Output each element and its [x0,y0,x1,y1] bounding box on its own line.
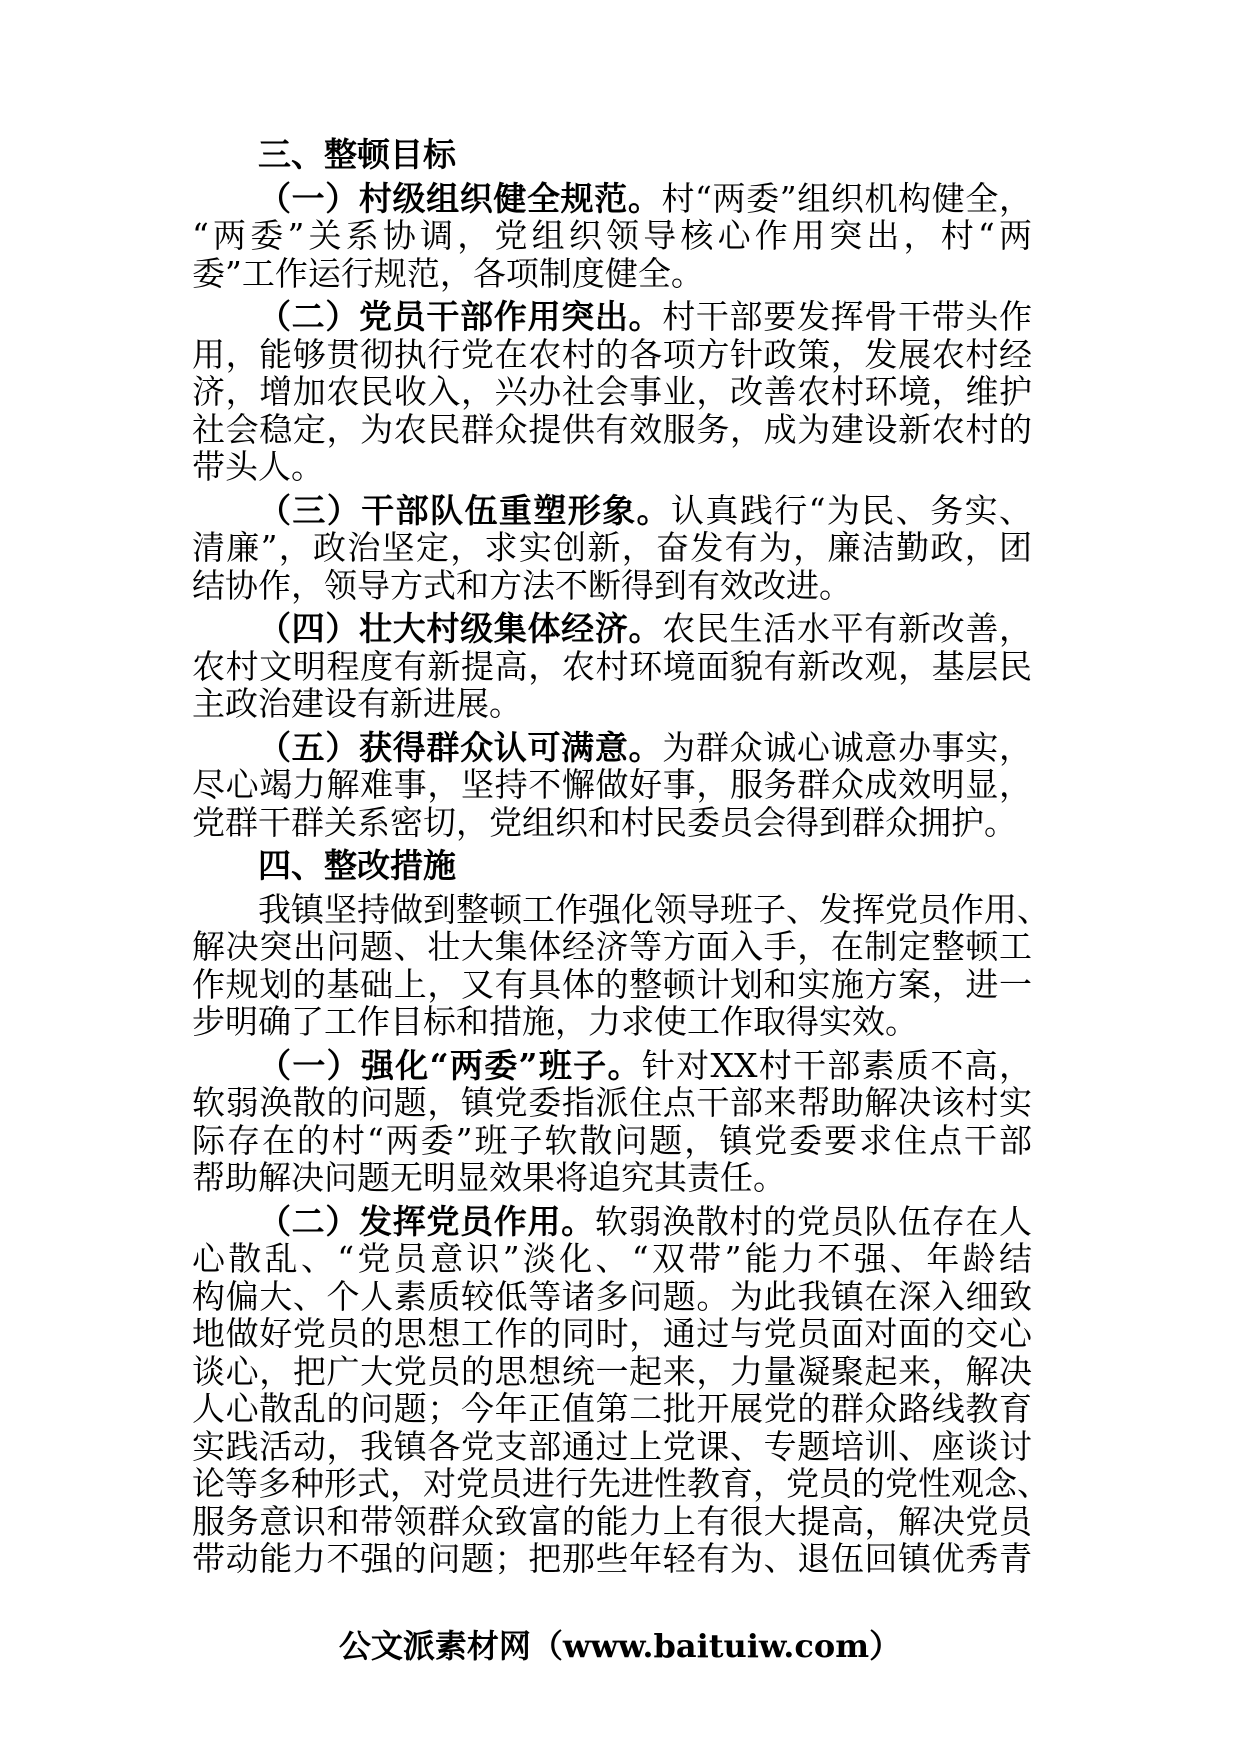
paragraph [192,1047,1032,1197]
text-line [192,298,1032,336]
text-line: 农村文明程度有新提高，农村环境面貌有新改观，基层民 [192,646,1032,686]
paragraph [192,1201,1050,1578]
text-line: 尽心竭力解难事，坚持不懈做好事，服务群众成效明显， [192,765,1032,804]
paragraph [192,889,1050,1041]
text-line: 帮助解决问题无明显效果将追究其责任。 [192,1158,786,1197]
page-footer: 公文派素材网（www.baituiw.com） [338,1627,902,1665]
text-line: 委”工作运行规范，各项制度健全。 [192,253,704,293]
text-line [192,492,1032,530]
paragraph [192,729,1032,842]
text-line [192,180,1032,218]
text-line: 解决突出问题、壮大集体经济等方面入手，在制定整顿工 [192,927,1032,966]
text-line: 带头人。 [192,447,324,486]
paragraph-text: 软弱涣散村的党员队伍存在人 [594,1201,1033,1241]
text-line: “两委”关系协调，党组织领导核心作用突出，村“两 [192,216,1032,255]
text-line [192,1203,1032,1241]
text-line: 党群干群关系密切，党组织和村民委员会得到群众拥护。 [192,802,1017,842]
text-line: 步明确了工作目标和措施，力求使工作取得实效。 [192,1002,918,1041]
paragraph-lead: （三）干部队伍重塑形象。 [258,490,671,530]
paragraph [192,180,1032,293]
text-line: 结协作，领导方式和方法不断得到有效改进。 [192,565,852,605]
paragraph-lead: （一）村级组织健全规范。 [258,178,662,218]
paragraph-lead: （四）壮大村级集体经济。 [258,609,663,648]
text-line: 际存在的村“两委”班子软散问题，镇党委要求住点干部 [192,1120,1032,1160]
document-body [192,135,1050,1578]
text-line: 论等多种形式，对党员进行先进性教育，党员的党性观念、 [192,1464,1050,1503]
paragraph-lead: （一）强化“两委”班子。 [258,1045,642,1085]
paragraph-text: 为群众诚心诚意办事实， [662,727,1033,767]
text-line: 主政治建设有新进展。 [192,684,522,723]
text-line: 我镇坚持做到整顿工作强化领导班子、发挥党员作用、 [258,889,1050,929]
paragraph-text: 针对XX村干部素质不高， [641,1045,1032,1085]
paragraph [192,298,1032,486]
heading-text: 三、整顿目标 [258,135,456,174]
text-line: 软弱涣散的问题，镇党委指派住点干部来帮助解决该村实 [192,1083,1032,1122]
text-line: 构偏大、个人素质较低等诸多问题。为此我镇在深入细致 [192,1276,1032,1316]
section-heading [192,847,1032,885]
heading-text: 四、整改措施 [258,846,456,885]
text-line: 带动能力不强的问题；把那些年轻有为、退伍回镇优秀青 [192,1539,1032,1578]
text-line: 服务意识和带领群众致富的能力上有很大提高，解决党员 [192,1501,1032,1541]
text-line [192,729,1032,767]
paragraph-lead: （二）发挥党员作用。 [258,1201,595,1241]
paragraph [192,492,1032,605]
text-line: 社会稳定，为农民群众提供有效服务，成为建设新农村的 [192,409,1032,449]
section-heading [192,136,1032,174]
text-line [192,847,1032,885]
text-line: 谈心，把广大党员的思想统一起来，力量凝聚起来，解决 [192,1351,1032,1391]
text-line: 地做好党员的思想工作的同时，通过与党员面对面的交心 [192,1314,1032,1353]
text-line: 人心散乱的问题；今年正值第二批开展党的群众路线教育 [192,1389,1032,1428]
paragraph-lead: （五）获得群众认可满意。 [258,727,663,767]
text-line: 用，能够贯彻执行党在农村的各项方针政策，发展农村经 [192,334,1032,374]
paragraph-text: 农民生活水平有新改善， [662,609,1033,648]
paragraph-text: 村干部要发挥骨干带头作 [662,297,1033,336]
text-line: 清廉”，政治坚定，求实创新，奋发有为，廉洁勤政，团 [192,528,1032,567]
text-line: 作规划的基础上，又有具体的整顿计划和实施方案，进一 [192,964,1032,1004]
paragraph-lead: （二）党员干部作用突出。 [258,297,663,336]
paragraph-text: 村“两委”组织机构健全， [661,178,1032,218]
paragraph-text: 认真践行“为民、务实、 [670,490,1033,530]
text-line: 心散乱、“党员意识”淡化、“双带”能力不强、年龄结 [192,1239,1032,1278]
text-line [192,610,1032,648]
text-line: 实践活动，我镇各党支部通过上党课、专题培训、座谈讨 [192,1426,1032,1466]
paragraph [192,610,1032,723]
text-line [192,136,1032,174]
text-line: 济，增加农民收入，兴办社会事业，改善农村环境，维护 [192,372,1032,411]
text-line [192,1047,1032,1085]
